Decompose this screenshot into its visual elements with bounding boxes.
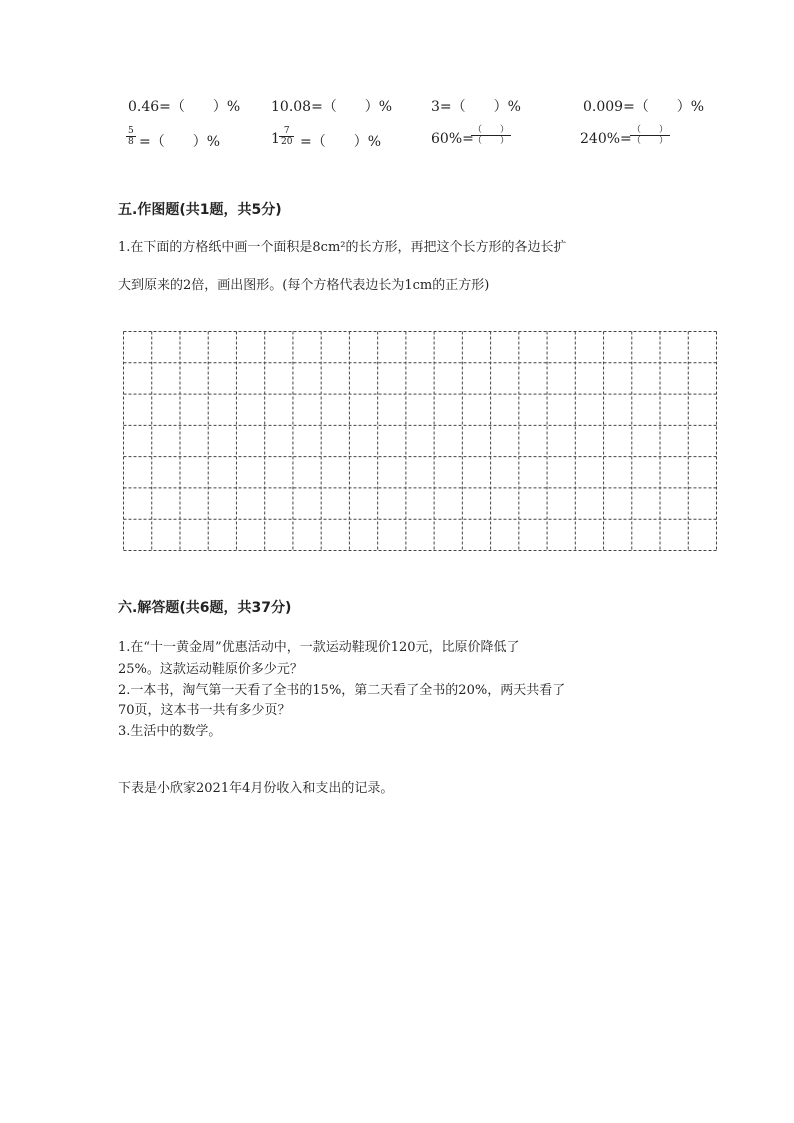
blank-item-1: 0.46=（ ）% xyxy=(128,99,241,115)
section6-q2-line1: 2.一本书，淘气第一天看了全书的15%，第二天看了全书的20%，两天共看了 xyxy=(118,683,566,698)
fraction-5-8 xyxy=(126,126,136,147)
blank-item-7-label: 60%= xyxy=(431,131,474,147)
fraction-numerator: （ ） xyxy=(632,125,669,135)
mixed-number-whole: 1 xyxy=(271,131,280,147)
fraction-7-20 xyxy=(279,126,294,147)
section6-heading: 六.解答题(共6题，共37分) xyxy=(118,600,292,616)
fraction-denominator: 20 xyxy=(281,137,293,147)
section5-heading: 五.作图题(共1题，共5分) xyxy=(118,202,282,218)
blank-item-5: =（ ）% xyxy=(139,134,221,150)
section6-q1-line1: 1.在“十一黄金周”优惠活动中，一款运动鞋现价120元，比原价降低了 xyxy=(118,640,520,655)
section6-q3-intro: 下表是小欣家2021年4月份收入和支出的记录。 xyxy=(118,781,394,796)
fraction-denominator: （ ） xyxy=(632,136,669,146)
fraction-numerator: （ ） xyxy=(473,125,510,135)
fraction-denominator: 8 xyxy=(128,137,134,147)
fraction-denominator: （ ） xyxy=(473,136,510,146)
blank-item-2: 10.08=（ ）% xyxy=(271,99,393,115)
grid-paper xyxy=(123,331,717,552)
blank-item-8-label: 240%= xyxy=(580,131,632,147)
blank-item-4: 0.009=（ ）% xyxy=(583,99,705,115)
section5-q1-line1: 1.在下面的方格纸中画一个面积是8cm²的长方形，再把这个长方形的各边长扩 xyxy=(118,240,567,255)
blank-item-6: =（ ）% xyxy=(300,134,382,150)
section6-q1-line2: 25%。这款运动鞋原价多少元？ xyxy=(118,662,303,677)
blank-fraction-8 xyxy=(630,125,670,146)
section6-q3: 3.生活中的数学。 xyxy=(118,724,222,739)
blank-item-3: 3=（ ）% xyxy=(431,99,521,115)
section6-q2-line2: 70页，这本书一共有多少页？ xyxy=(118,703,291,718)
fraction-numerator: 7 xyxy=(279,126,294,137)
fraction-numerator: 5 xyxy=(128,126,134,136)
section5-q1-line2: 大到原来的2倍，画出图形。(每个方格代表边长为1cm的正方形) xyxy=(118,278,490,293)
blank-fraction-7 xyxy=(471,125,511,146)
